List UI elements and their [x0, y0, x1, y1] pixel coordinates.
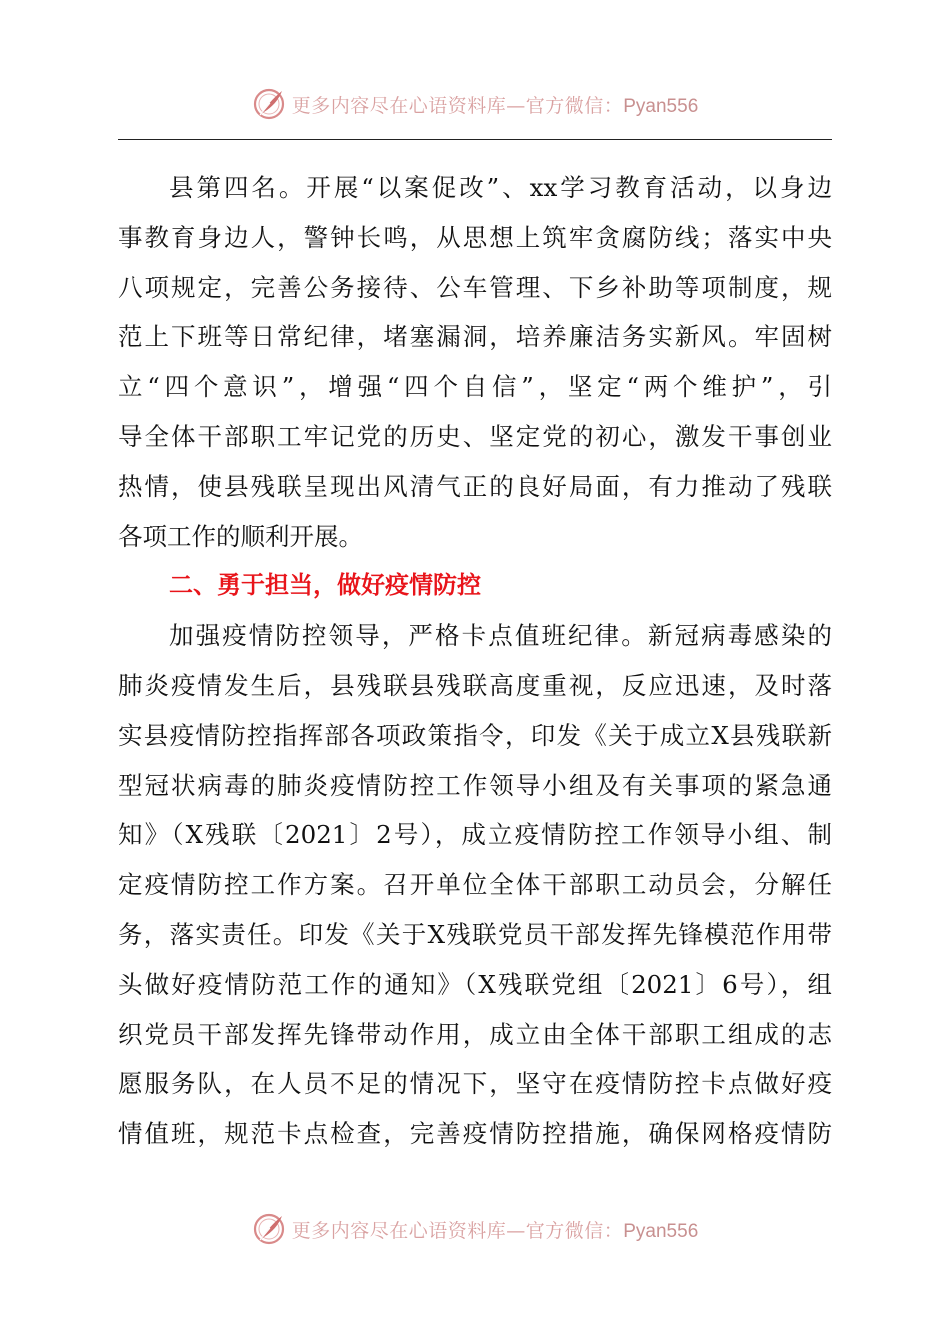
- text-line: 实县疫情防控指挥部各项政策指令，印发《关于成立X县残联新: [118, 720, 832, 750]
- text-line: 愿服务队，在人员不足的情况下，坚守在疫情防控卡点做好疫: [118, 1069, 832, 1099]
- section-heading: 二、勇于担当，做好疫情防控: [169, 571, 481, 600]
- footer-banner: [0, 1209, 950, 1249]
- text-line: 织党员干部发挥先锋带动作用，成立由全体干部职工组成的志: [118, 1019, 832, 1049]
- footer-banner-text: 更多内容尽在心语资料库—官方微信：Pyan556: [291, 1219, 699, 1242]
- quill-logo-icon: [252, 1212, 286, 1246]
- text-line: 各项工作的顺利开展。: [118, 521, 363, 551]
- paragraph-2: [118, 611, 832, 1159]
- header-banner: [0, 84, 950, 124]
- text-line: 县第四名。开展“以案促改”、xx学习教育活动，以身边: [169, 173, 832, 202]
- text-line: 热情，使县残联呈现出风清气正的良好局面，有力推动了残联: [118, 471, 832, 501]
- text-line: 型冠状病毒的肺炎疫情防控工作领导小组及有关事项的紧急通: [118, 770, 832, 800]
- text-line: 导全体干部职工牢记党的历史、坚定党的初心，激发干事创业: [118, 421, 832, 451]
- header-banner-text: 更多内容尽在心语资料库—官方微信：Pyan556: [291, 94, 699, 117]
- document-body: [118, 163, 832, 1159]
- text-line: 加强疫情防控领导，严格卡点值班纪律。新冠病毒感染的: [169, 621, 832, 651]
- text-line: 定疫情防控工作方案。召开单位全体干部职工动员会，分解任: [118, 870, 832, 900]
- text-line: 立“四个意识”，增强“四个自信”，坚定“两个维护”，引: [118, 372, 832, 402]
- quill-logo-icon: [252, 87, 286, 121]
- text-line: 情值班，规范卡点检查，完善疫情防控措施，确保网格疫情防: [118, 1119, 832, 1149]
- text-line: 务，落实责任。印发《关于X残联党员干部发挥先锋模范作用带: [118, 919, 832, 949]
- paragraph-1: [118, 163, 832, 561]
- text-line: 头做好疫情防范工作的通知》（X残联党组〔2021〕6号），组: [118, 969, 832, 999]
- text-line: 事教育身边人，警钟长鸣，从思想上筑牢贪腐防线；落实中央: [118, 222, 832, 252]
- text-line: 肺炎疫情发生后，县残联县残联高度重视，反应迅速，及时落: [118, 670, 832, 700]
- text-line: 八项规定，完善公务接待、公车管理、下乡补助等项制度，规: [118, 272, 832, 302]
- text-line: 知》（X残联〔2021〕2号），成立疫情防控工作领导小组、制: [118, 820, 832, 850]
- text-line: 范上下班等日常纪律，堵塞漏洞，培养廉洁务实新风。牢固树: [118, 322, 832, 352]
- header-divider: [118, 139, 832, 140]
